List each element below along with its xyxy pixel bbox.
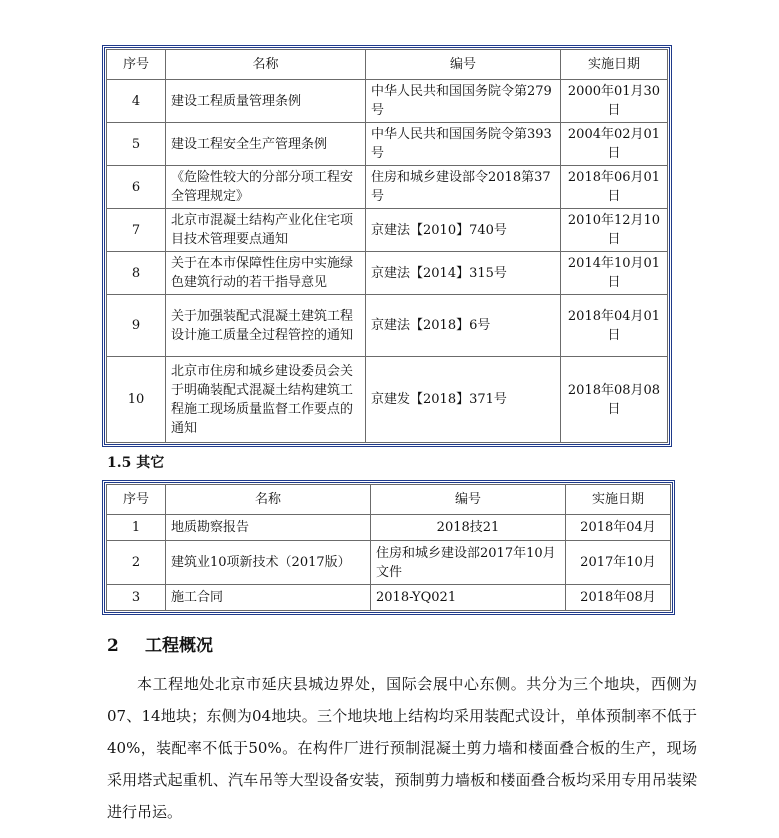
- standards-table-2: [102, 480, 675, 615]
- cell-index: 6: [107, 166, 166, 209]
- cell-date: 2018年08月08日: [561, 357, 668, 443]
- header-date: 实施日期: [561, 50, 668, 80]
- header-code: 编号: [371, 485, 566, 515]
- cell-code: 住房和城乡建设部2017年10月文件: [371, 541, 566, 585]
- cell-index: 2: [107, 541, 166, 585]
- cell-index: 7: [107, 209, 166, 252]
- cell-index: 1: [107, 515, 166, 541]
- header-index: 序号: [107, 485, 166, 515]
- section-title: 工程概况: [145, 636, 213, 656]
- cell-date: 2018年06月01日: [561, 166, 668, 209]
- cell-code: 2018技21: [371, 515, 566, 541]
- section-heading-1-5: [107, 452, 164, 472]
- cell-date: 2004年02月01日: [561, 123, 668, 166]
- section-number: 2: [107, 636, 119, 656]
- header-date: 实施日期: [566, 485, 671, 515]
- cell-date: 2000年01月30日: [561, 80, 668, 123]
- cell-name: 关于在本市保障性住房中实施绿色建筑行动的若干指导意见: [166, 252, 366, 295]
- cell-date: 2014年10月01日: [561, 252, 668, 295]
- table-row: [107, 541, 671, 585]
- cell-index: 5: [107, 123, 166, 166]
- header-index: 序号: [107, 50, 166, 80]
- cell-name: 施工合同: [166, 585, 371, 611]
- cell-index: 9: [107, 295, 166, 357]
- table-row: [107, 295, 668, 357]
- table-row: [107, 123, 668, 166]
- header-name: 名称: [166, 50, 366, 80]
- table-row: [107, 252, 668, 295]
- cell-name: 《危险性较大的分部分项工程安全管理规定》: [166, 166, 366, 209]
- cell-date: 2010年12月10日: [561, 209, 668, 252]
- project-overview-paragraph: 本工程地处北京市延庆县城边界处，国际会展中心东侧。共分为三个地块，西侧为07、14地块；东侧为04地块。三个地块地上结构均采用装配式设计，单体预制率不低于40%，装配率不低于50%。在构件厂进行预制混凝土剪力墙和楼面叠合板的生产，现场采用塔式起重机、汽车吊等大型设备安装，预制剪力墙板和楼面叠合板均采用专用吊装梁进行吊运。: [107, 675, 697, 821]
- cell-index: 10: [107, 357, 166, 443]
- section-number: 1.5: [107, 455, 132, 471]
- table-row: [107, 209, 668, 252]
- section-heading-2: [107, 631, 213, 656]
- cell-date: 2018年04月01日: [561, 295, 668, 357]
- table-row: [107, 357, 668, 443]
- table-row: [107, 166, 668, 209]
- cell-date: 2018年04月: [566, 515, 671, 541]
- cell-name: 关于加强装配式混凝土建筑工程设计施工质量全过程管控的通知: [166, 295, 366, 357]
- cell-index: 8: [107, 252, 166, 295]
- cell-date: 2017年10月: [566, 541, 671, 585]
- cell-date: 2018年08月: [566, 585, 671, 611]
- cell-code: 2018-YQ021: [371, 585, 566, 611]
- cell-name: 地质勘察报告: [166, 515, 371, 541]
- cell-name: 北京市住房和城乡建设委员会关于明确装配式混凝土结构建筑工程施工现场质量监督工作要点的通知: [166, 357, 366, 443]
- cell-code: 中华人民共和国国务院令第393号: [366, 123, 561, 166]
- cell-code: 中华人民共和国国务院令第279号: [366, 80, 561, 123]
- table-header-row: [107, 485, 671, 515]
- cell-name: 建设工程安全生产管理条例: [166, 123, 366, 166]
- cell-index: 3: [107, 585, 166, 611]
- cell-name: 建筑业10项新技术（2017版）: [166, 541, 371, 585]
- table-header-row: [107, 50, 668, 80]
- table-row: [107, 515, 671, 541]
- cell-index: 4: [107, 80, 166, 123]
- header-name: 名称: [166, 485, 371, 515]
- cell-code: 京建发【2018】371号: [366, 357, 561, 443]
- table-row: [107, 585, 671, 611]
- cell-name: 建设工程质量管理条例: [166, 80, 366, 123]
- table-row: [107, 80, 668, 123]
- standards-table-1: [102, 45, 672, 447]
- cell-code: 京建法【2018】6号: [366, 295, 561, 357]
- cell-name: 北京市混凝土结构产业化住宅项目技术管理要点通知: [166, 209, 366, 252]
- section-title: 其它: [136, 455, 165, 471]
- cell-code: 住房和城乡建设部令2018第37号: [366, 166, 561, 209]
- header-code: 编号: [366, 50, 561, 80]
- cell-code: 京建法【2010】740号: [366, 209, 561, 252]
- cell-code: 京建法【2014】315号: [366, 252, 561, 295]
